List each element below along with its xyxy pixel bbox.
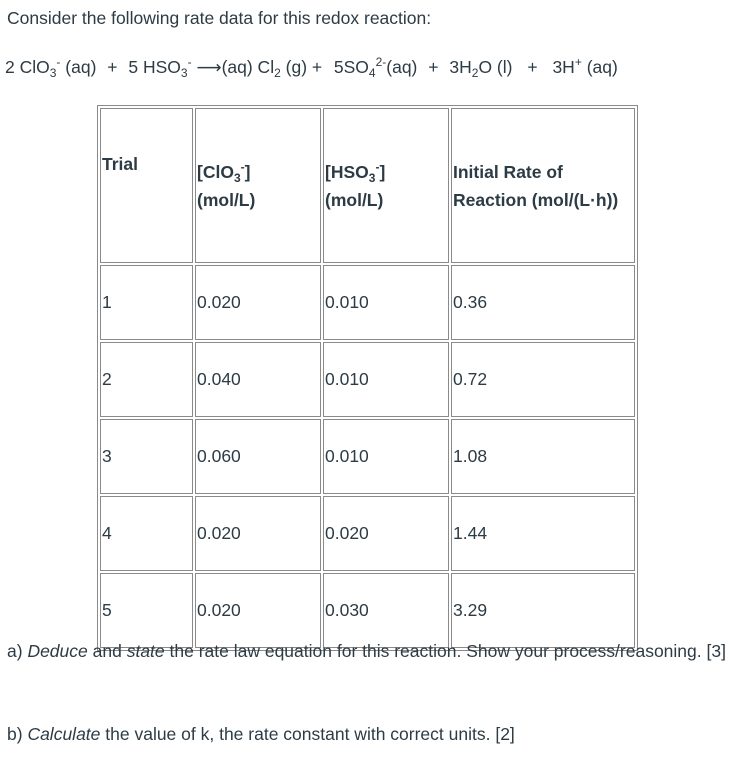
cell-chlorate: 0.020	[195, 265, 321, 340]
product-chlorine: (aq) $Cl_2$ (g) +	[221, 57, 323, 80]
cell-bisulfite: 0.030	[323, 573, 449, 648]
cell-rate: 0.36	[451, 265, 635, 340]
header-trial: Trial	[100, 108, 193, 263]
cell-chlorate: 0.020	[195, 573, 321, 648]
table-row	[100, 496, 635, 571]
cell-rate: 3.29	[451, 573, 635, 648]
reactant-bisulfite: 5 $HSO_3^-$	[128, 55, 192, 80]
plus-sign: +	[527, 57, 538, 77]
cell-trial: 2	[100, 342, 193, 417]
cell-trial: 4	[100, 496, 193, 571]
product-sulfate: $5SO_4^{2-}(aq)$	[333, 55, 418, 80]
table-row	[100, 419, 635, 494]
cell-chlorate: 0.060	[195, 419, 321, 494]
table-row	[100, 342, 635, 417]
cell-rate: 0.72	[451, 342, 635, 417]
header-initial-rate: Initial Rate of Reaction (mol/(L·h))	[451, 108, 635, 263]
cell-rate: 1.44	[451, 496, 635, 571]
cell-bisulfite: 0.010	[323, 342, 449, 417]
table-header-row	[100, 108, 635, 263]
reaction-arrow: ⟶	[196, 57, 222, 77]
product-hydrogen-ion: 3H+ (aq)	[552, 55, 618, 77]
rate-data-table	[97, 105, 638, 651]
header-bisulfite-concentration: $[HSO_3^-]$ (mol/L)	[323, 108, 449, 263]
intro-text: Consider the following rate data for this redox reaction:	[7, 8, 432, 28]
header-chlorate-concentration: [ClO$_3$-] (mol/L)	[195, 108, 321, 263]
cell-chlorate: 0.020	[195, 496, 321, 571]
cell-bisulfite: 0.010	[323, 419, 449, 494]
cell-bisulfite: 0.010	[323, 265, 449, 340]
plus-sign: +	[107, 57, 118, 77]
plus-sign: +	[428, 57, 439, 77]
cell-chlorate: 0.040	[195, 342, 321, 417]
table-row	[100, 265, 635, 340]
reaction-equation	[5, 57, 618, 78]
question-a: a) Deduce and state the rate law equation for this reaction. Show your process/reasoning. [3]	[7, 641, 726, 661]
cell-bisulfite: 0.020	[323, 496, 449, 571]
question-b: b) Calculate the value of k, the rate constant with correct units. [2]	[7, 724, 515, 744]
cell-trial: 3	[100, 419, 193, 494]
cell-rate: 1.08	[451, 419, 635, 494]
cell-trial: 5	[100, 573, 193, 648]
product-water: $3H_2O$ (l)	[449, 57, 513, 80]
cell-trial: 1	[100, 265, 193, 340]
reactant-chlorate: 2 ClO$_3$- (aq)	[5, 55, 97, 80]
